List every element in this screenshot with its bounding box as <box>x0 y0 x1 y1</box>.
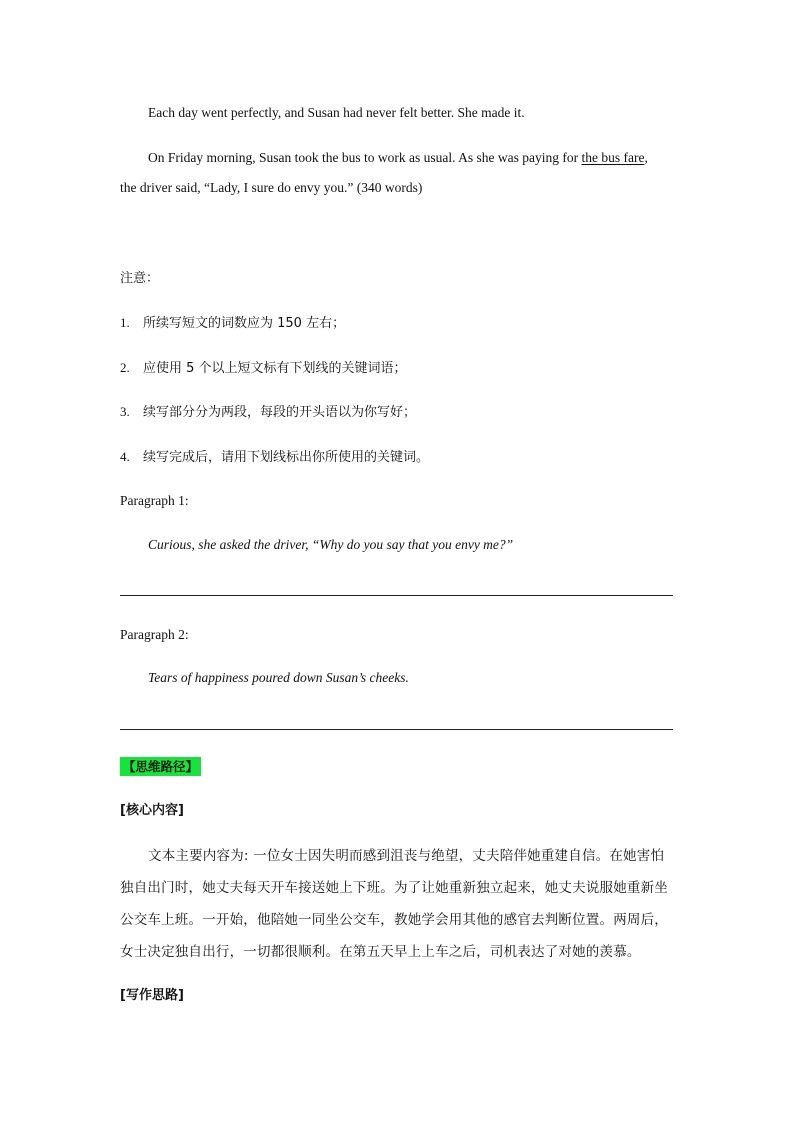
note-text: 应使用 5 个以上短文标有下划线的关键词语； <box>143 361 407 376</box>
paragraph-1-label: Paragraph 1: <box>120 493 189 508</box>
core-content-line: 文本主要内容为: 一位女士因失明而感到沮丧与绝望，丈夫陪伴她重建自信。在她害怕 <box>148 848 665 864</box>
paragraph-1-opening: Curious, she asked the driver, “Why do you say that you envy me?” <box>148 537 514 552</box>
note-number: 2. <box>120 360 130 375</box>
note-text: 所续写短文的词数应为 150 左右； <box>143 316 346 331</box>
note-text: 续写部分分为两段，每段的开头语以为你写好； <box>143 405 417 420</box>
passage-line-2-text: On Friday morning, Susan took the bus to work as usual. As she was paying for <box>148 150 582 165</box>
note-text: 续写完成后，请用下划线标出你所使用的关键词。 <box>143 450 430 465</box>
note-item <box>120 448 429 467</box>
passage-line-2-end: , <box>644 150 648 165</box>
thinking-path-tag: 【思维路径】 <box>120 757 201 776</box>
note-item <box>120 403 416 422</box>
core-content-text <box>120 840 680 968</box>
note-item <box>120 314 345 333</box>
writing-idea-heading: [写作思路] <box>120 988 184 1003</box>
note-number: 4. <box>120 449 130 464</box>
writing-line-2 <box>120 729 673 730</box>
passage-line-2 <box>148 149 648 167</box>
notes-heading: 注意： <box>120 271 160 286</box>
writing-line-1 <box>120 595 673 596</box>
passage-line-1: Each day went perfectly, and Susan had never felt better. She made it. <box>148 105 525 120</box>
core-content-heading: [核心内容] <box>120 803 184 818</box>
paragraph-2-opening: Tears of happiness poured down Susan’s cheeks. <box>148 670 409 685</box>
key-phrase-bus-fare: the bus fare <box>581 150 645 165</box>
passage-line-3: the driver said, “Lady, I sure do envy you.” (340 words) <box>120 180 423 195</box>
paragraph-2-label: Paragraph 2: <box>120 627 189 642</box>
core-content-line: 公交车上班。一开始，他陪她一同坐公交车，教她学会用其他的感官去判断位置。两周后， <box>120 912 668 928</box>
core-content-line: 女士决定独自出行，一切都很顺利。在第五天早上上车之后，司机表达了对她的羡慕。 <box>120 944 641 960</box>
note-number: 3. <box>120 404 130 419</box>
note-item <box>120 359 407 378</box>
note-number: 1. <box>120 315 130 330</box>
core-content-line: 独自出门时，她丈夫每天开车接送她上下班。为了让她重新独立起来，她丈夫说服她重新坐 <box>120 880 668 896</box>
